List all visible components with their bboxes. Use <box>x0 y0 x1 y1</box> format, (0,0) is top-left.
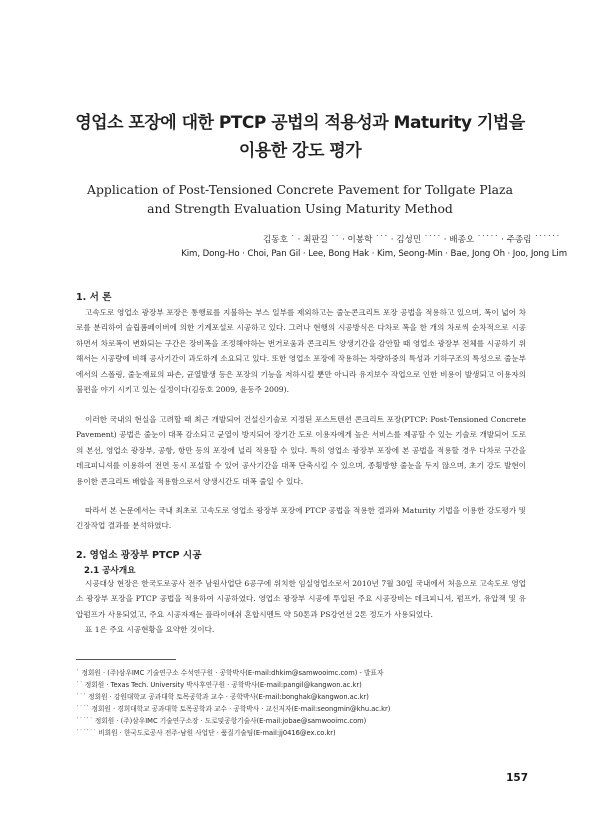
english-title-line-2: and Strength Evaluation Using Maturity Method <box>147 201 453 216</box>
page-number: 157 <box>506 772 528 784</box>
section-2-paragraph-1: 시공대상 현장은 한국도로공사 전주 남원사업단 6공구에 위치한 임실영업소로서 2010년 7월 30일 국내에서 처음으로 고속도로 영업소 광장부 포장을 PTCP 공법을 적용하여 시공하였다. 영업소 광장부 시공에 투입된 주요 시공장비는 데크피니셔, 펌프카, 유압잭 및 유압펌프가 사용되었고, 주요 시공자재는 플라이애쉬 혼합시멘트 약 50톤과 PS강연선 2톤 정도가 사용되었다. <box>76 579 526 619</box>
footnote-1: ˙ 정회원 · (주)삼우IMC 기술연구소 수석연구원 · 공학박사(E-mail:dhkim@samwooimc.com) - 발표자 <box>76 669 384 677</box>
english-title-line-1: Application of Post-Tensioned Concrete Pavement for Tollgate Plaza <box>87 182 513 197</box>
footnote-6: ˙˙˙˙˙˙ 비회원 · 한국도로공사 전주-남원 사업단 · 품질기술팀(E-mail:jj0416@ex.co.kr) <box>76 729 336 737</box>
section-1-paragraph-3: 따라서 본 논문에서는 국내 최초로 고속도로 영업소 광장부 포장에 PTCP 공법을 적용한 결과와 Maturity 기법을 이용한 강도평가 및 긴장작업 결과를 분석하였다. <box>76 506 526 531</box>
footnote-divider <box>76 659 176 660</box>
authors-korean: 김동호 ˙ · 최판길 ˙˙ · 이봉학 ˙˙˙ · 김성민 ˙˙˙˙ · 배종오 ˙˙˙˙˙ · 주종림 ˙˙˙˙˙˙ <box>262 235 560 245</box>
section-2-paragraph-2: 표 1은 주요 시공현황을 요약한 것이다. <box>85 625 215 634</box>
footnote-4: ˙˙˙˙ 정회원 · 경희대학교 공과대학 토목공학과 교수 · 공학박사 · 교신저자(E-mail:seongmin@khu.ac.kr) <box>76 705 391 713</box>
section-2-heading: 2. 영업소 광장부 PTCP 시공 <box>76 550 202 561</box>
footnote-3: ˙˙˙ 정회원 · 강원대학교 공과대학 토목공학과 교수 · 공학박사(E-mail:bonghak@kangwon.ac.kr) <box>76 693 369 701</box>
authors-english: Kim, Dong-Ho · Choi, Pan Gil · Lee, Bong Hak · Kim, Seong-Min · Bae, Jong Oh · Joo, Jong Lim <box>181 249 567 259</box>
footnote-2: ˙˙ 정회원 · Texas Tech. University 박사후연구원 · 공학박사(E-mail:pangil@kangwon.ac.kr) <box>76 681 362 689</box>
korean-title-line-2: 이용한 강도 평가 <box>238 141 362 161</box>
korean-title-line-1: 영업소 포장에 대한 PTCP 공법의 적용성과 Maturity 기법을 <box>75 113 525 133</box>
section-1-paragraph-1: 고속도로 영업소 광장부 포장은 통행료를 지불하는 부스 일부를 제외하고는 줄눈콘크리트 포장 공법을 적용하고 있으며, 폭이 넓어 차로를 분리하여 슬립폼페이버에 의한 기계포설로 시공하고 있다. 그러나 현행의 시공방식은 다차로 폭을 한 개의 차로씩 순차적으로 시공하면서 차로폭이 변화되는 구간은 장비폭을 조정해야하는 번거로움과 콘크리트 양생기간을 감안할 때 영업소 광장부 전체를 시공하기 위해서는 시공량에 비해 공사기간이 과도하게 소요되고 있다. 또한 영업소 포장에 작용하는 차량하중의 특성과 기하구조의 특성으로 줄눈부에서의 스폴링, 줄눈재료의 파손, 균열발생 등은 포장의 기능을 저하시킬 뿐만 아니라 유지보수 작업으로 인한 비용이 발생되고 이용자의 불편을 야기 시키고 있는 실정이다(김동호 2009, 윤동주 2009). <box>76 308 526 395</box>
section-2-1-subheading: 2.1 공사개요 <box>84 566 136 576</box>
footnote-5: ˙˙˙˙˙ 정회원 · (주)삼우IMC 기술연구소장 · 도로및공항기술사(E-mail:jobae@samwooimc.com) <box>76 717 367 725</box>
section-1-heading: 1. 서 론 <box>76 292 112 303</box>
section-1-paragraph-2: 이러한 국내의 현실을 고려할 때 최근 개발되어 건설신기술로 지정된 포스트텐션 콘크리트 포장(PTCP: Post-Tensioned Concrete Pavement) 공법은 줄눈이 대폭 감소되고 균열이 방지되어 장기간 도로 이용자에게 높은 서비스를 제공할 수 있는 기술로 개발되어 도로의 본선, 영업소 광장부, 공항, 항만 등의 포장에 널리 적용할 수 있다. 특히 영업소 광장부 포장에 본 공법을 적용할 경우 다차로 구간을 데크피니셔를 이용하여 전면 동시 포설할 수 있어 공사기간을 대폭 단축시킬 수 있으며, 종횡방향 줄눈을 두지 않으며, 초기 강도 발현이 용이한 콘크리트 배합을 적용함으로서 양생시간도 대폭 줄일 수 있다. <box>76 415 526 486</box>
